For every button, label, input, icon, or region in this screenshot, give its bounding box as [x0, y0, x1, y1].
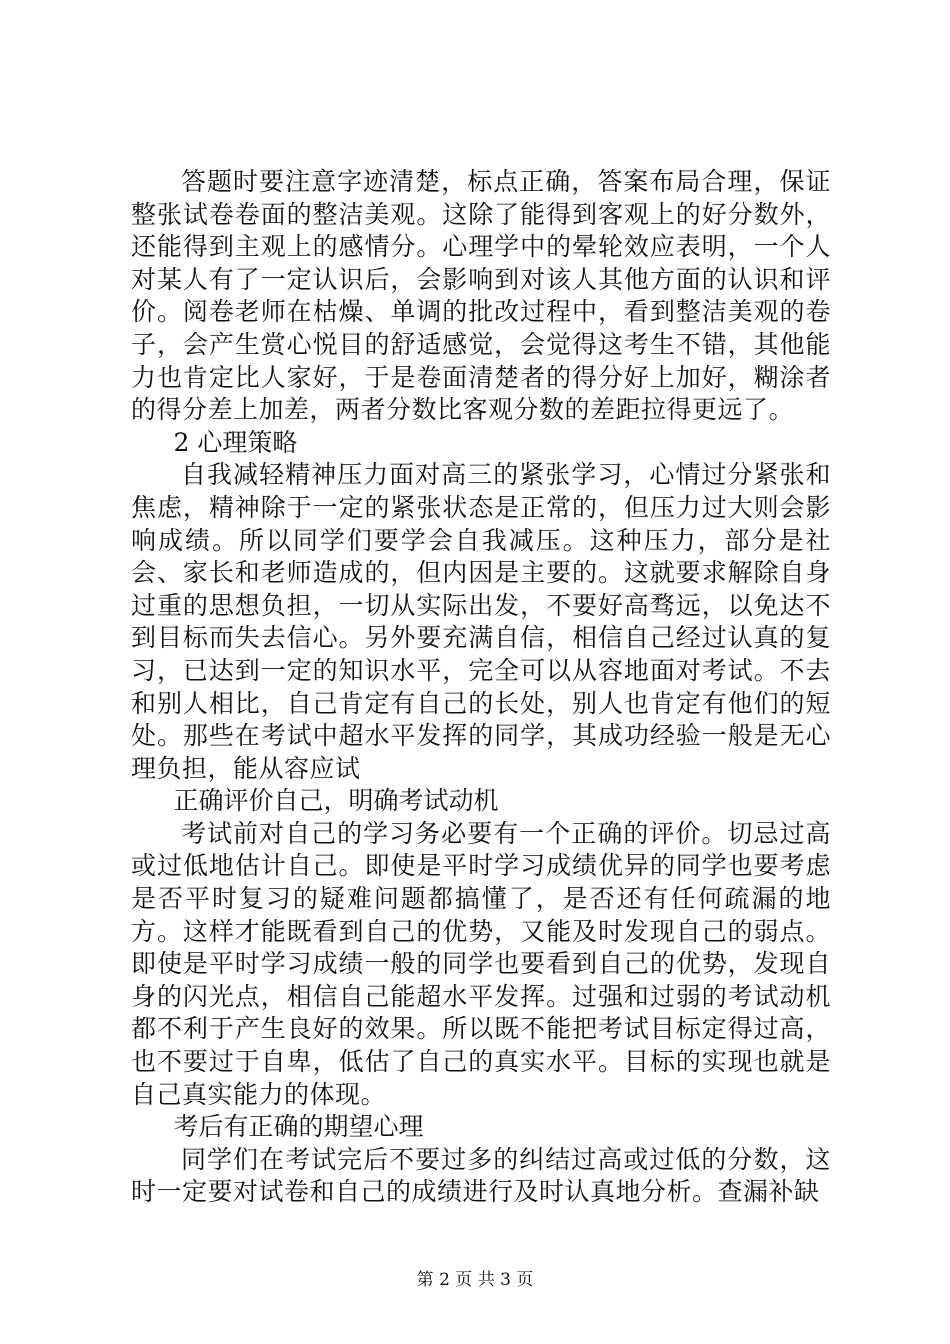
paragraph-handwriting-neatness: 答题时要注意字迹清楚，标点正确，答案布局合理，保证整张试卷卷面的整洁美观。这除了能得到客观上的好分数外，还能得到主观上的感情分。心理学中的晕轮效应表明，一个人对某人有了一定认识后，会影响到对该人其他方面的认识和评价。阅卷老师在枯燥、单调的批改过程中，看到整洁美观的卷子，会产生赏心悦目的舒适感觉，会觉得这考生不错，其他能力也肯定比人家好，于是卷面清楚者的得分好上加好，糊涂者的得分差上加差，两者分数比客观分数的差距拉得更远了。 — [131, 167, 831, 425]
subheading-post-exam-expectation: 考后有正确的期望心理 — [173, 1112, 424, 1142]
document-body — [131, 166, 831, 1209]
page-number-footer: 第 2 页 共 3 页 — [416, 1270, 534, 1290]
paragraph-reduce-pressure: 自我减轻精神压力面对高三的紧张学习，心情过分紧张和焦虑，精神除于一定的紧张状态是正常的，但压力过大则会影响成绩。所以同学们要学会自我减压。这种压力，部分是社会、家长和老师造成的，但内因是主要的。这就要求解除自身过重的思想负担，一切从实际出发，不要好高骛远，以免达不到目标而失去信心。另外要充满自信，相信自己经过认真的复习，已达到一定的知识水平，完全可以从容地面对考试。不去和别人相比，自己肯定有自己的长处，别人也肯定有他们的短处。那些在考试中超水平发挥的同学，其成功经验一般是无心理负担，能从容应试 — [131, 460, 831, 783]
paragraph-self-evaluation: 考试前对自己的学习务必要有一个正确的评价。切忌过高或过低地估计自己。即使是平时学习成绩优异的同学也要考虑是否平时复习的疑难问题都搞懂了，是否还有任何疏漏的地方。这样才能既看到自己的优势，又能及时发现自己的弱点。即使是平时学习成绩一般的同学也要看到自己的优势，发现自身的闪光点，相信自己能超水平发挥。过强和过弱的考试动机都不利于产生良好的效果。所以既不能把考试目标定得过高，也不要过于自卑，低估了自己的真实水平。目标的实现也就是自己真实能力的体现。 — [131, 818, 831, 1109]
section-heading-psychology-strategy: 2 心理策略 — [173, 427, 298, 457]
subheading-self-evaluation: 正确评价自己，明确考试动机 — [173, 786, 499, 816]
paragraph-post-exam: 同学们在考试完后不要过多的纠结过高或过低的分数，这时一定要对试卷和自己的成绩进行及时认真地分析。查漏补缺 — [131, 1144, 831, 1207]
